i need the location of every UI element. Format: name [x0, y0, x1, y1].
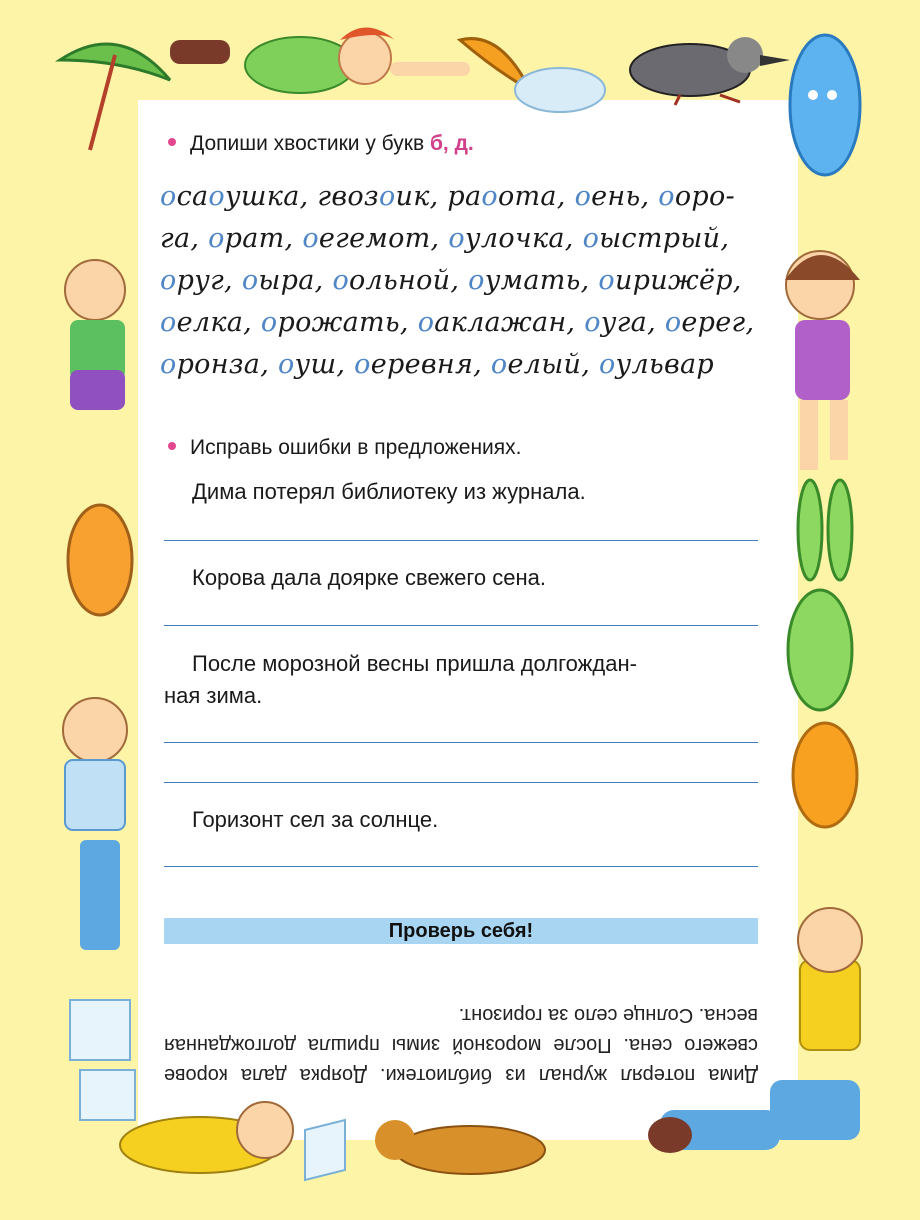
dog-icon [375, 1120, 545, 1174]
word[interactable]: осаоушка, [160, 181, 318, 212]
sentence-3: После морозной весны пришла долгождан- ная зима. [164, 651, 637, 708]
boy-yellow-shirt-icon [770, 908, 862, 1140]
hand-line-4 [160, 302, 760, 344]
word[interactable]: оегемот, [302, 223, 449, 254]
word[interactable]: оыра, [241, 265, 333, 296]
word[interactable]: оульвар [598, 349, 714, 380]
bunny-balloon-icon [788, 480, 852, 710]
cat-icon [68, 505, 132, 615]
balloon-orange-icon [793, 723, 857, 827]
handwriting-exercise [160, 176, 760, 386]
word[interactable]: га, орат, [160, 223, 303, 254]
answer-line-2[interactable] [164, 625, 758, 626]
word[interactable]: оуш, [277, 349, 355, 380]
boy-striped-icon [63, 698, 127, 950]
task1-instruction [168, 132, 474, 156]
word[interactable]: оирижёр, [598, 265, 742, 296]
girl-figure-icon [170, 28, 470, 94]
bullet-icon [168, 442, 176, 450]
balloon-blue-icon [790, 35, 860, 175]
word[interactable]: оронза, [160, 349, 278, 380]
task2-instruction [168, 436, 522, 460]
books-stack-icon [70, 1000, 135, 1120]
word[interactable]: оелый, [490, 349, 599, 380]
crow-bird-icon [630, 37, 790, 105]
answer-line-5[interactable] [164, 866, 758, 867]
girl-hanging-icon [785, 251, 860, 470]
word[interactable]: оумать, [468, 265, 599, 296]
word[interactable]: оольной, [332, 265, 469, 296]
task2-text: Исправь ошибки в предложениях. [190, 436, 522, 459]
boy-hanging-icon [65, 260, 125, 410]
umbrella-green-icon [60, 44, 170, 150]
hand-line-3 [160, 260, 760, 302]
word[interactable]: ооро- [658, 181, 735, 212]
word[interactable]: оулочка, [448, 223, 583, 254]
sentence-4: Горизонт сел за солнце. [192, 807, 439, 832]
word[interactable]: оуга, [584, 307, 665, 338]
word[interactable]: оелка, [160, 307, 261, 338]
sentence-2: Корова дала доярке свежего сена. [192, 565, 547, 590]
word[interactable]: орожать, [260, 307, 418, 338]
answer-line-4[interactable] [164, 782, 758, 783]
hand-line-5 [160, 344, 760, 386]
word[interactable]: оень, [574, 181, 659, 212]
word[interactable]: гвозоик, [317, 181, 448, 212]
word[interactable]: оруг, [160, 265, 242, 296]
word[interactable]: оерег, [664, 307, 755, 338]
boy-lying-icon [120, 1102, 293, 1173]
word[interactable]: оыстрый, [582, 223, 730, 254]
word[interactable]: оаклажан, [417, 307, 585, 338]
task1-letters: б, д. [429, 132, 474, 155]
check-yourself-header: Проверь себя! [164, 918, 758, 944]
answer-line-3[interactable] [164, 742, 758, 743]
upside-down-answer: Дима потерял журнал из библиотеки. Доярка дала корове свежего сена. После морозной зимы пришла долгожданная весна. Солнце село за горизонт. [164, 1004, 758, 1086]
open-book-icon [305, 1120, 345, 1180]
cloud-icon [515, 68, 605, 112]
word[interactable]: раоота, [447, 181, 575, 212]
boy-lying-jeans-icon [648, 1110, 780, 1153]
bullet-icon [168, 138, 176, 146]
answer-line-1[interactable] [164, 540, 758, 541]
hand-line-2 [160, 218, 760, 260]
word[interactable]: оеревня, [354, 349, 491, 380]
task1-text: Допиши хвостики у букв [190, 132, 430, 155]
sentence-1: Дима потерял библиотеку из журнала. [192, 479, 586, 504]
hand-line-1 [160, 176, 760, 218]
